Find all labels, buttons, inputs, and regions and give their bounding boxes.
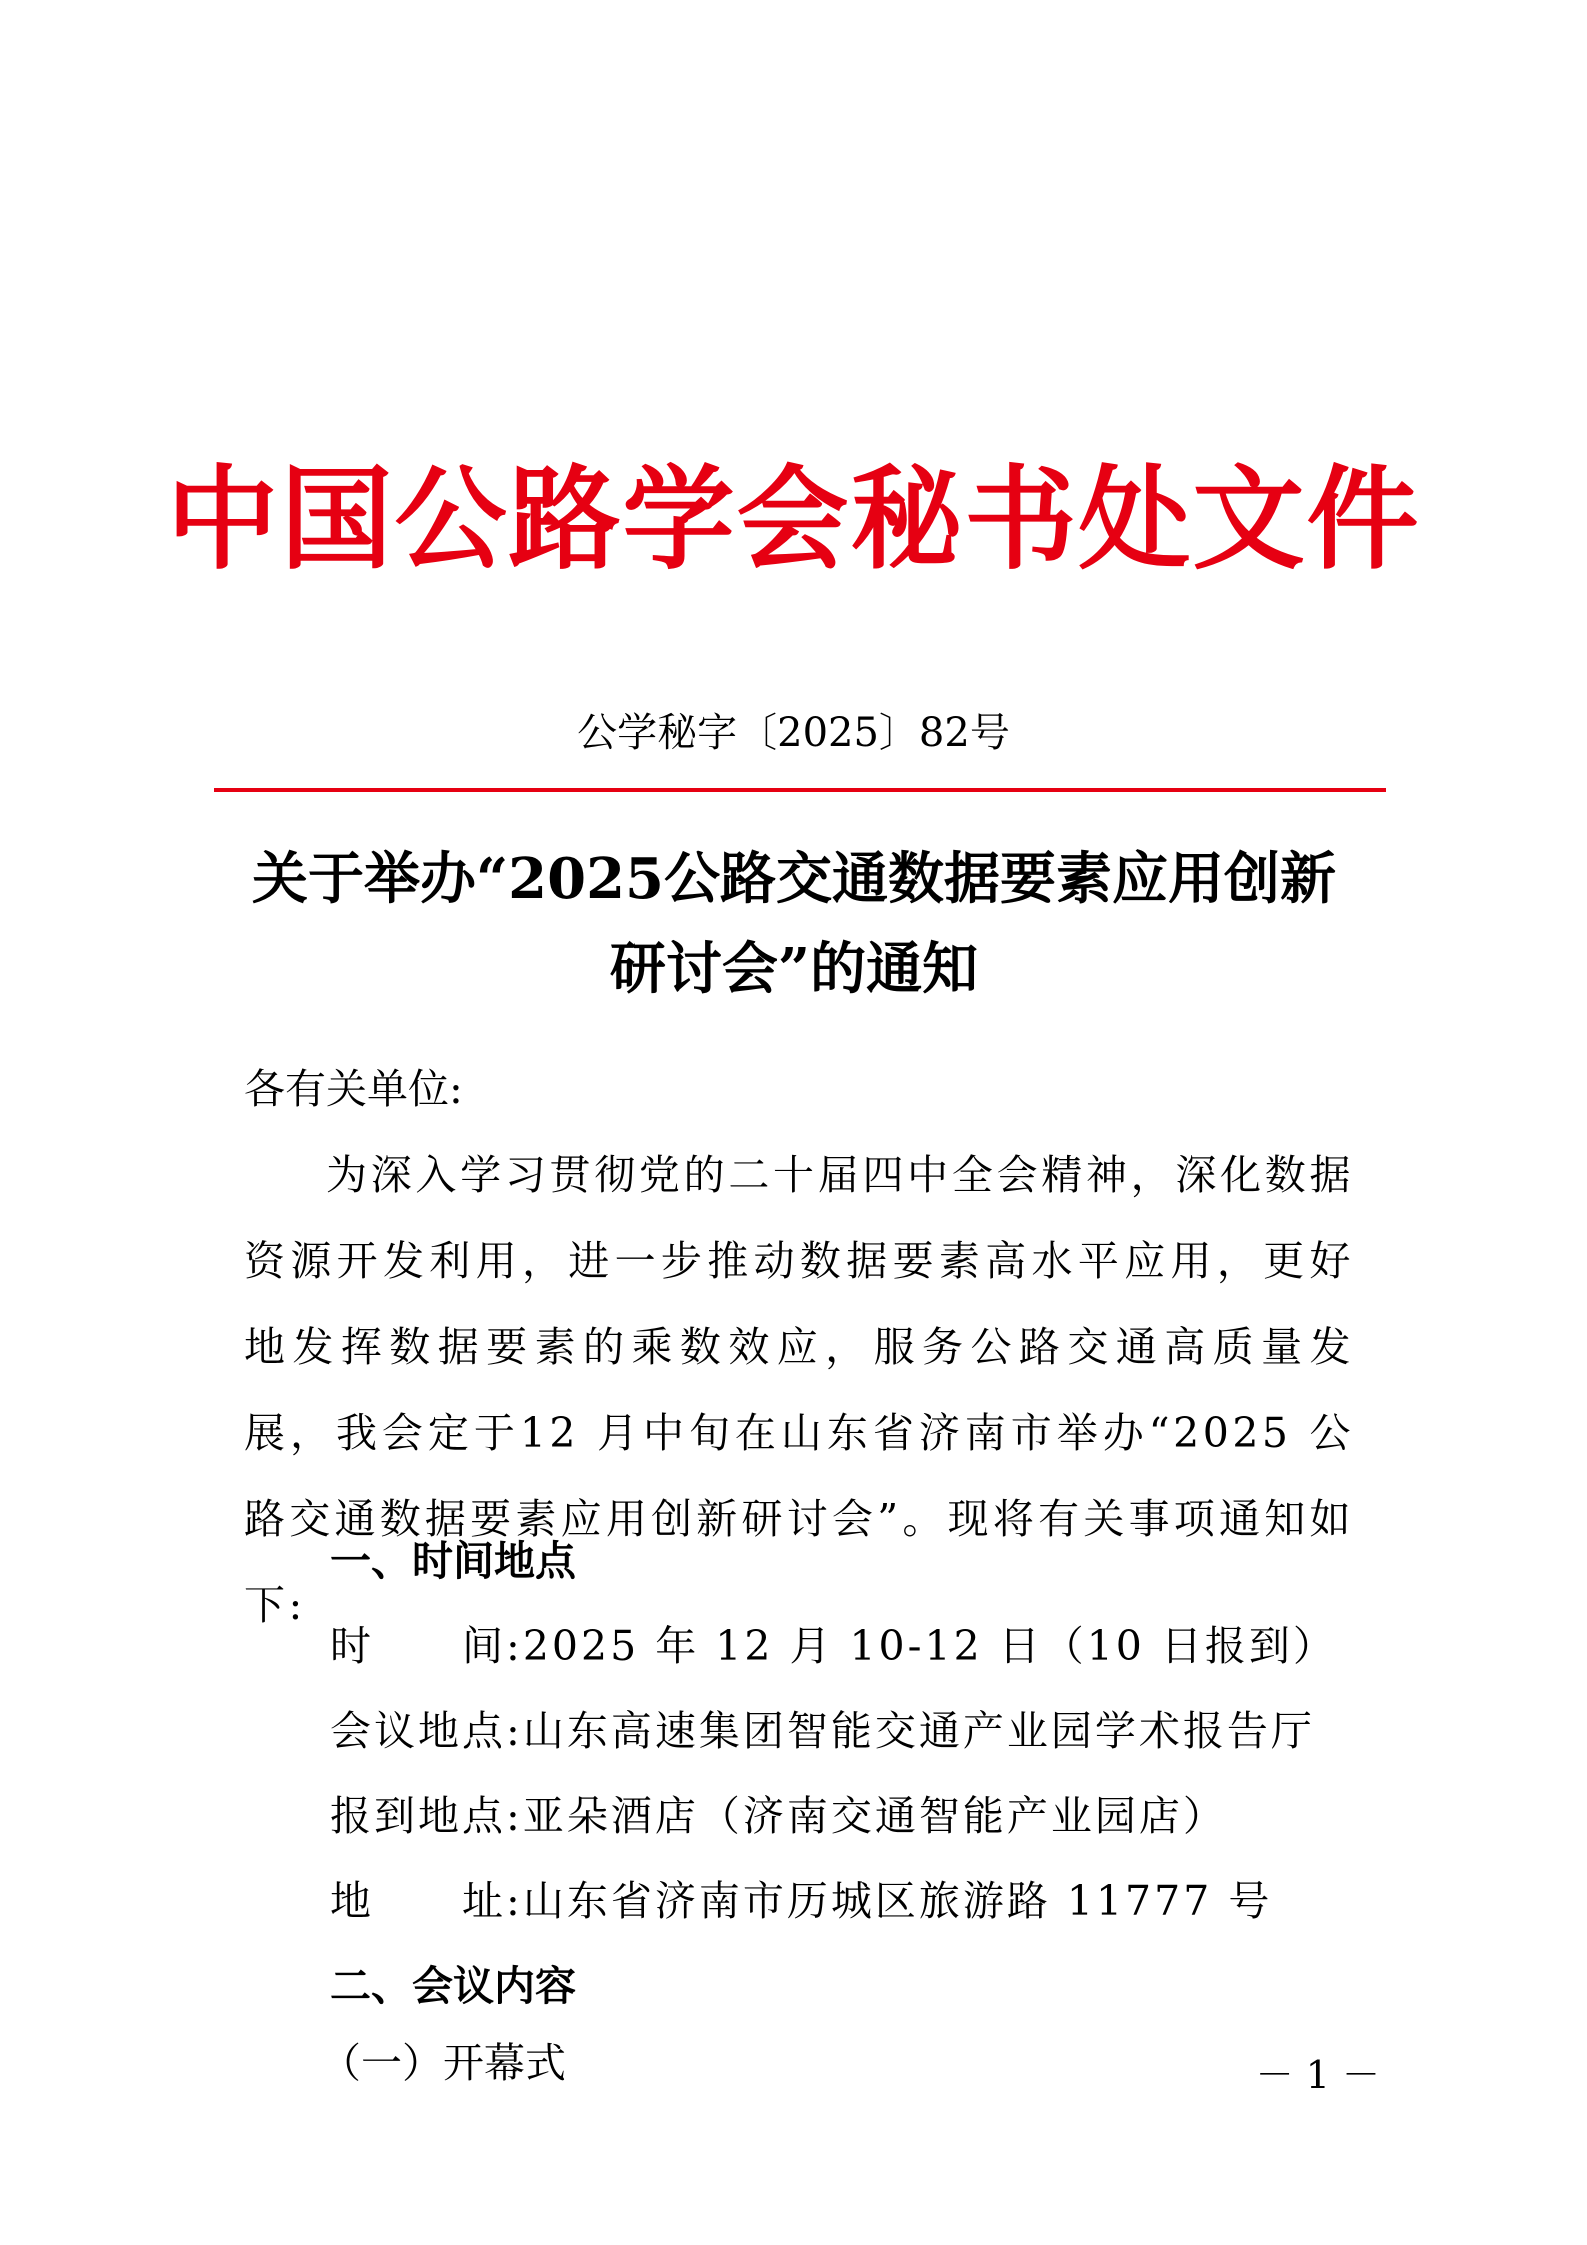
info-value: 山东省济南市历城区旅游路 11777 号 — [522, 1877, 1273, 1925]
notice-title-line-1: 关于举办“2025公路交通数据要素应用创新 — [251, 846, 1337, 912]
info-row-checkin — [330, 1773, 1227, 1859]
notice-title — [214, 834, 1374, 1014]
info-label: 会议地点: — [330, 1707, 523, 1755]
red-divider — [214, 788, 1386, 792]
intro-paragraph: 为深入学习贯彻党的二十届四中全会精神，深化数据资源开发利用，进一步推动数据要素高水平应用，更好地发挥数据要素的乘数效应，服务公路交通高质量发展，我会定于12 月中旬在山东省济南市举办“2025 公路交通数据要素应用创新研讨会”。现将有关事项通知如下: — [244, 1151, 1354, 1629]
page-number: － 1 － — [1255, 2053, 1380, 2097]
info-row-time — [330, 1603, 1337, 1689]
addressee: 各有关单位: — [244, 1065, 463, 1113]
notice-title-line-2: 研讨会”的通知 — [609, 936, 979, 1002]
issuer-title: 中国公路学会秘书处文件 — [166, 454, 1421, 585]
section-heading-time-place: 一、时间地点 — [330, 1537, 576, 1585]
section-heading-content: 二、会议内容 — [330, 1962, 576, 2010]
info-value: 山东高速集团智能交通产业园学术报告厅 — [522, 1707, 1315, 1755]
info-row-venue — [330, 1688, 1315, 1774]
info-label: 报到地点: — [330, 1792, 523, 1840]
info-row-address — [330, 1858, 1272, 1944]
sub-heading-opening: （一）开幕式 — [320, 2039, 566, 2087]
info-value: 亚朵酒店（济南交通智能产业园店） — [522, 1792, 1227, 1840]
info-label: 时 间: — [330, 1622, 523, 1670]
info-label: 地 址: — [330, 1877, 523, 1925]
info-value: 2025 年 12 月 10-12 日（10 日报到） — [522, 1622, 1337, 1670]
document-number: 公学秘字〔2025〕82号 — [577, 710, 1010, 756]
